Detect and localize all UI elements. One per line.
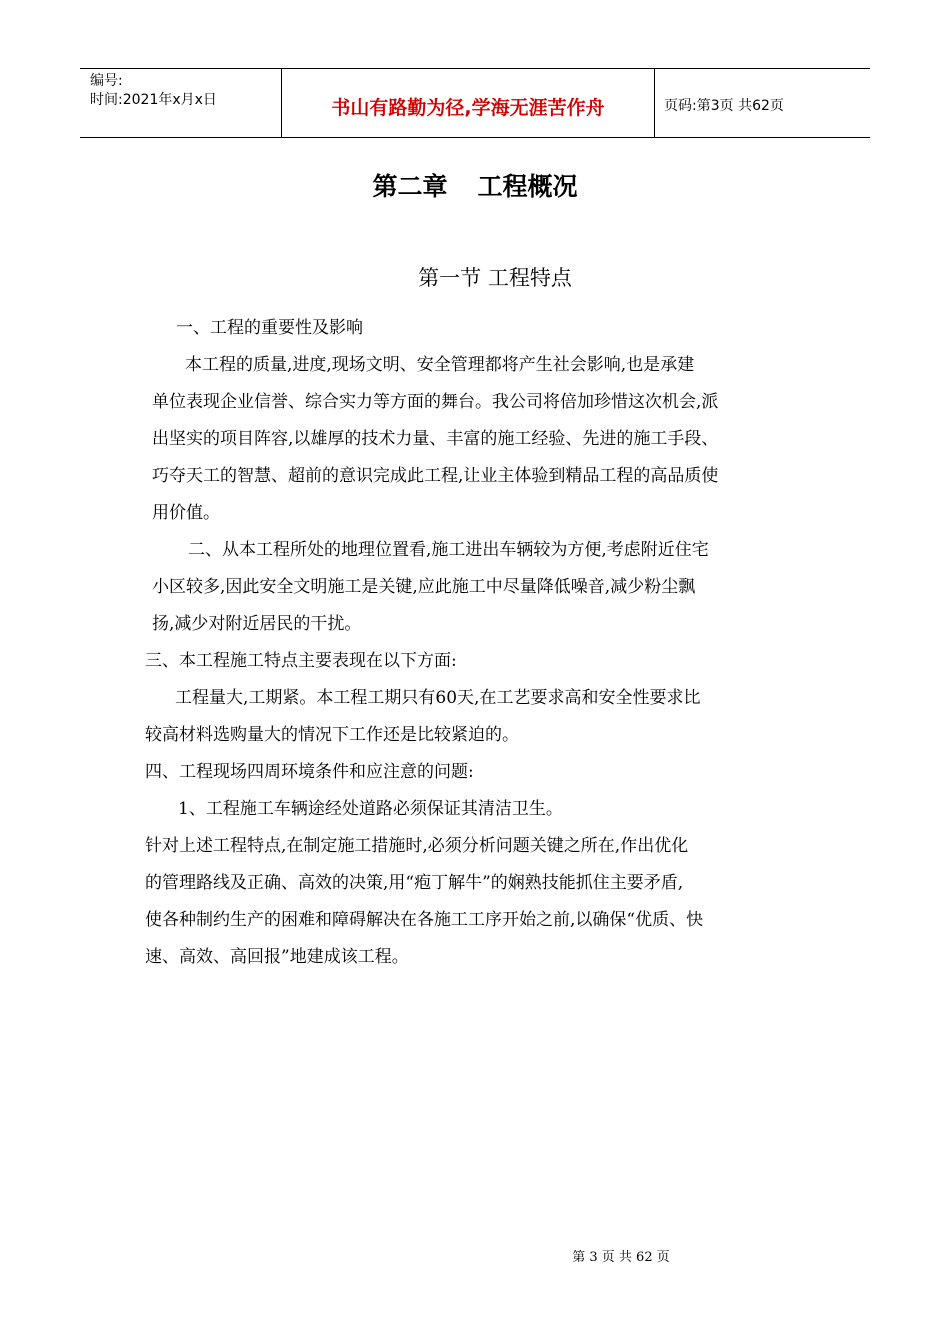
paragraph-line: 的管理路线及正确、高效的决策,用“疱丁解牛”的娴熟技能抓住主要矛盾, bbox=[145, 873, 684, 893]
heading-importance: 一、工程的重要性及影响 bbox=[176, 318, 363, 338]
paragraph-line: 出坚实的项目阵容,以雄厚的技术力量、丰富的施工经验、先进的施工手段、 bbox=[152, 429, 719, 449]
paragraph-line: 针对上述工程特点,在制定施工措施时,必须分析问题关键之所在,作出优化 bbox=[145, 836, 689, 856]
header-meta bbox=[90, 72, 217, 110]
paragraph-line: 二、从本工程所处的地理位置看,施工进出车辆较为方便,考虑附近住宅 bbox=[188, 540, 709, 560]
chapter-title: 第二章 bbox=[372, 172, 448, 201]
chapter-subtitle: 工程概况 bbox=[477, 172, 578, 201]
header-divider bbox=[654, 69, 655, 137]
serial-label: 编号: bbox=[90, 73, 123, 89]
paragraph-line: 速、高效、高回报”地建成该工程。 bbox=[145, 947, 409, 967]
paragraph-line: 小区较多,因此安全文明施工是关键,应此施工中尽量降低噪音,减少粉尘飘 bbox=[152, 577, 696, 597]
time-label: 时间:2021年x月x日 bbox=[90, 92, 217, 108]
paragraph-line: 巧夺天工的智慧、超前的意识完成此工程,让业主体验到精品工程的高品质使 bbox=[152, 466, 719, 486]
page-footer: 第 3 页 共 62 页 bbox=[572, 1250, 670, 1265]
header-motto: 书山有路勤为径,学海无涯苦作舟 bbox=[331, 97, 605, 119]
section-title: 第一节 工程特点 bbox=[418, 266, 572, 290]
chapter-heading bbox=[0, 167, 950, 203]
paragraph-line: 工程量大,工期紧。本工程工期只有60天,在工艺要求高和安全性要求比 bbox=[175, 688, 701, 708]
paragraph-line: 扬,减少对附近居民的干扰。 bbox=[152, 614, 362, 634]
paragraph-line: 使各种制约生产的困难和障碍解决在各施工工序开始之前,以确保“优质、快 bbox=[145, 910, 704, 930]
list-item: 1、工程施工车辆途经处道路必须保证其清洁卫生。 bbox=[178, 799, 563, 819]
paragraph-line: 用价值。 bbox=[152, 503, 220, 523]
paragraph-line: 本工程的质量,进度,现场文明、安全管理都将产生社会影响,也是承建 bbox=[185, 355, 695, 375]
header-page-info: 页码:第3页 共62页 bbox=[664, 98, 784, 114]
paragraph-line: 较高材料选购量大的情况下工作还是比较紧迫的。 bbox=[145, 725, 519, 745]
heading-features: 三、本工程施工特点主要表现在以下方面: bbox=[145, 651, 457, 671]
heading-environment: 四、工程现场四周环境条件和应注意的问题: bbox=[145, 762, 474, 782]
paragraph-line: 单位表现企业信誉、综合实力等方面的舞台。我公司将倍加珍惜这次机会,派 bbox=[152, 392, 719, 412]
header-table bbox=[80, 68, 870, 138]
